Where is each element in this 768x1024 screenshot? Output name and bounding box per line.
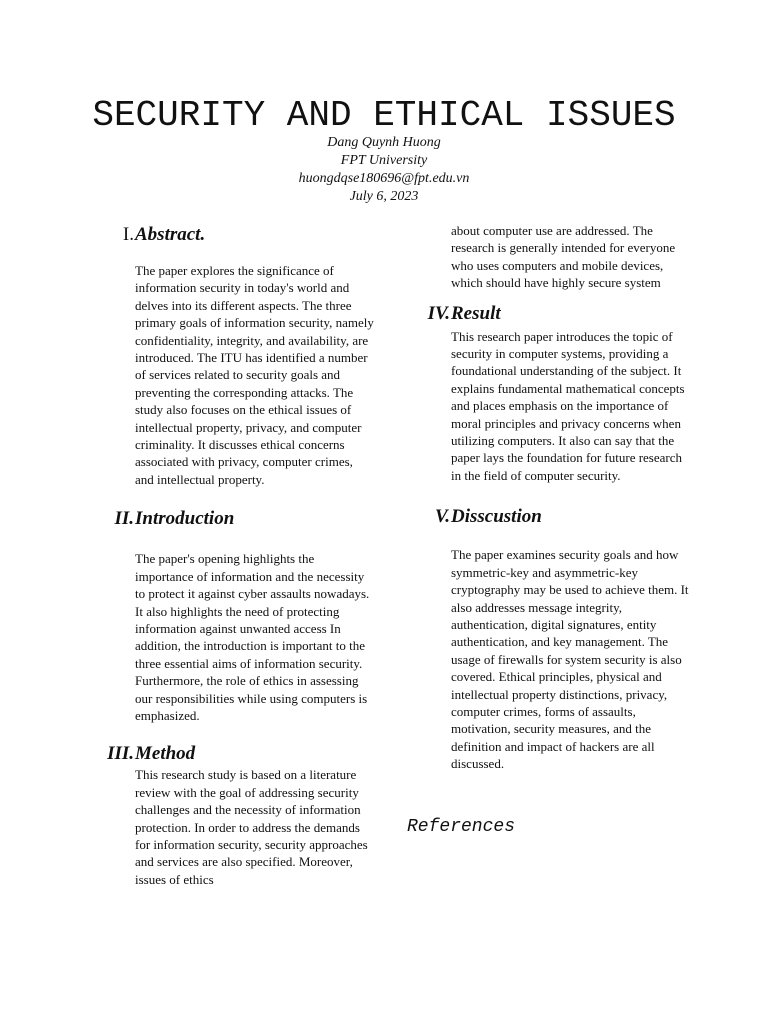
author-block bbox=[0, 134, 768, 206]
section-discussion bbox=[400, 502, 690, 772]
section-method bbox=[84, 742, 374, 888]
section-title: Abstract. bbox=[135, 224, 206, 245]
section-number: I. bbox=[122, 224, 134, 245]
author-name: Dang Quynh Huong bbox=[327, 135, 441, 150]
section-title: Introduction bbox=[135, 508, 235, 530]
section-title: Result bbox=[451, 302, 501, 324]
author-affiliation: FPT University bbox=[340, 153, 428, 168]
references-heading: References bbox=[407, 816, 516, 837]
section-number: III. bbox=[107, 743, 134, 765]
method-continuation: about computer use are addressed. The research is generally intended for everyone who uses computers and mobile devices, which should have highly secure system bbox=[451, 223, 676, 291]
section-body: This research paper introduces the topic of security in computer systems, providing a foundational understanding of the subject. It explains fundamental mathematical concepts and places emphasis on the importance of moral principles and privacy concerns when utilizing computers. It also can say that the paper lays the foundation for future research in the field of computer security. bbox=[451, 328, 685, 483]
section-heading bbox=[84, 504, 374, 534]
section-introduction bbox=[84, 504, 374, 724]
left-column bbox=[84, 220, 374, 888]
section-heading bbox=[84, 220, 374, 250]
section-heading bbox=[400, 300, 690, 328]
section-references bbox=[400, 817, 690, 837]
section-result bbox=[400, 300, 690, 485]
section-heading bbox=[84, 742, 374, 766]
section-number: IV. bbox=[427, 302, 450, 324]
section-body: This research study is based on a literature review with the goal of addressing security challenges and the necessity of information protection. In order to address the demands for information security, security approaches and services are also specified. Moreover, issues of ethics bbox=[135, 767, 368, 887]
section-abstract bbox=[84, 220, 374, 488]
section-body: The paper explores the significance of information security in today's world and delves into its different aspects. The three primary goals of information security, namely confidentiality, integrity, and availability, are introduced. The ITU has identified a number of services related to security goals and preventing the corresponding attacks. The study also focuses on the ethical issues of intellectual property, privacy, and computer criminality. It discusses ethical concerns associated with privacy, computer crimes, and intellectual property. bbox=[135, 263, 374, 487]
section-number: V. bbox=[435, 506, 450, 528]
section-title: Disscustion bbox=[451, 506, 542, 528]
section-heading bbox=[400, 502, 690, 532]
section-number: II. bbox=[114, 508, 134, 530]
section-body: The paper examines security goals and how symmetric-key and asymmetric-key cryptography may be used to achieve them. It also addresses message integrity, authentication, digital signatures, entity authentication, and key management. The usage of firewalls for system security is also covered. Ethical principles, physical and intellectual property distinctions, privacy, computer crimes, forms of assaults, motivation, security measures, and the definition and impact of hackers are all discussed. bbox=[451, 547, 689, 772]
author-email: huongdqse180696@fpt.edu.vn bbox=[298, 171, 470, 186]
right-column bbox=[400, 222, 690, 837]
section-title: Method bbox=[135, 743, 196, 765]
paper-date: July 6, 2023 bbox=[349, 189, 419, 204]
section-body: The paper's opening highlights the importance of information and the necessity to protect it against cyber assaults nowadays. It also highlights the need of protecting information against unwanted access In addition, the introduction is important to the three essential aims of information security. Furthermore, the role of ethics in assessing our responsibilities while using computers is emphasized. bbox=[135, 551, 370, 723]
paper-title: SECURITY AND ETHICAL ISSUES bbox=[92, 95, 676, 136]
